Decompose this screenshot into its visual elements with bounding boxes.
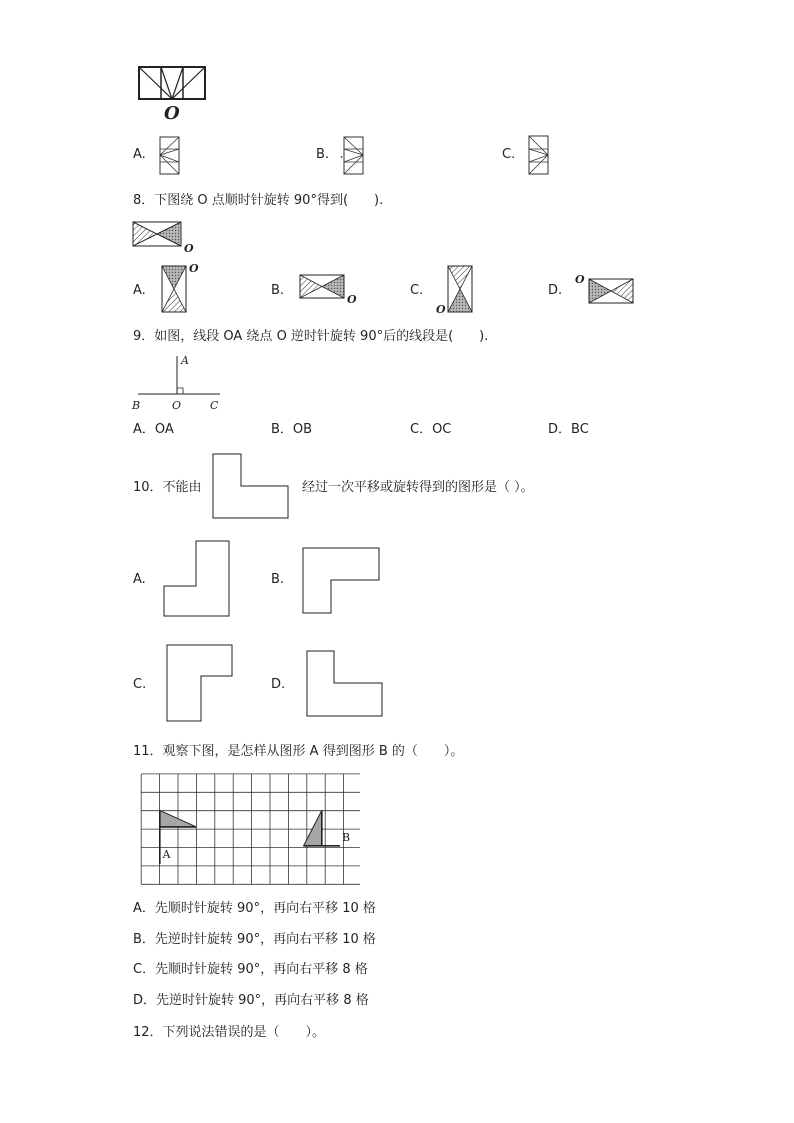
q11-option-c[interactable]: C．先顺时针旋转 90°，再向右平移 8 格	[133, 962, 368, 977]
q11-option-d[interactable]: D．先逆时针旋转 90°，再向右平移 8 格	[133, 993, 369, 1008]
q10-stem-before: 10．不能由	[133, 480, 202, 495]
q8-option-c-figure	[434, 262, 480, 314]
q8-option-b-figure	[297, 272, 359, 306]
q8-option-b-label[interactable]: B.	[271, 283, 285, 298]
q10-option-d-label[interactable]: D.	[271, 677, 286, 692]
q7-original-figure	[136, 64, 208, 124]
q9-option-d[interactable]: D．BC	[548, 422, 589, 437]
q9-point-o: O	[172, 399, 182, 412]
q9-option-b[interactable]: B．OB	[271, 422, 313, 437]
q10-option-c-label[interactable]: C.	[133, 677, 147, 692]
q7-option-b-label[interactable]: B.	[316, 147, 330, 162]
q7-point-label: O	[164, 103, 180, 124]
svg-text:O: O	[436, 303, 446, 314]
q9-option-c[interactable]: C．OC	[410, 422, 452, 437]
q10-option-b-label[interactable]: B.	[271, 572, 285, 587]
q8-option-d-figure	[573, 270, 637, 306]
q10-option-d-figure	[304, 649, 386, 719]
q10-option-a-label[interactable]: A.	[133, 572, 146, 587]
q8-stem: 8．下图绕 O 点顺时针旋转 90°得到( ).	[133, 193, 384, 208]
q7-option-c-label[interactable]: C.	[502, 147, 516, 162]
q8-point-label: O	[184, 242, 194, 254]
q7-option-c-figure	[526, 134, 552, 178]
q7-option-a-figure	[157, 135, 183, 177]
q11-option-a[interactable]: A．先顺时针旋转 90°，再向右平移 10 格	[133, 901, 376, 916]
svg-text:O: O	[347, 293, 357, 306]
q9-point-b: B	[132, 399, 141, 412]
q9-figure	[128, 352, 228, 414]
q9-point-a: A	[181, 354, 189, 367]
q8-original-figure	[132, 220, 196, 254]
q10-option-a-figure	[161, 539, 233, 619]
q11-shape-b	[304, 810, 322, 845]
q10-stem-figure	[210, 452, 292, 522]
q11-shape-a-label: A	[162, 848, 171, 861]
q8-option-a-figure	[156, 262, 202, 314]
q11-grid	[141, 774, 360, 884]
q11-grid-figure	[138, 772, 360, 886]
q8-option-d-label[interactable]: D.	[548, 283, 563, 298]
q11-option-b[interactable]: B．先逆时针旋转 90°，再向右平移 10 格	[133, 932, 376, 947]
q10-option-c-figure	[164, 643, 236, 725]
q11-shape-b-label: B	[342, 831, 351, 844]
q7-option-b-figure	[340, 135, 366, 177]
q12-stem: 12．下列说法错误的是（ ）。	[133, 1025, 326, 1040]
q9-option-a[interactable]: A．OA	[133, 422, 174, 437]
svg-text:O: O	[575, 273, 585, 286]
q10-stem-after: 经过一次平移或旋转得到的图形是（ ）。	[302, 480, 534, 495]
q9-stem: 9．如图，线段 OA 绕点 O 逆时针旋转 90°后的线段是( ).	[133, 329, 489, 344]
q11-stem: 11．观察下图，是怎样从图形 A 得到图形 B 的（ ）。	[133, 744, 464, 759]
q8-option-a-label[interactable]: A.	[133, 283, 146, 298]
q9-point-c: C	[210, 399, 219, 412]
q10-option-b-figure	[300, 546, 384, 616]
svg-text:O: O	[189, 262, 199, 275]
q7-option-a-label[interactable]: A.	[133, 147, 146, 162]
q8-option-c-label[interactable]: C.	[410, 283, 424, 298]
